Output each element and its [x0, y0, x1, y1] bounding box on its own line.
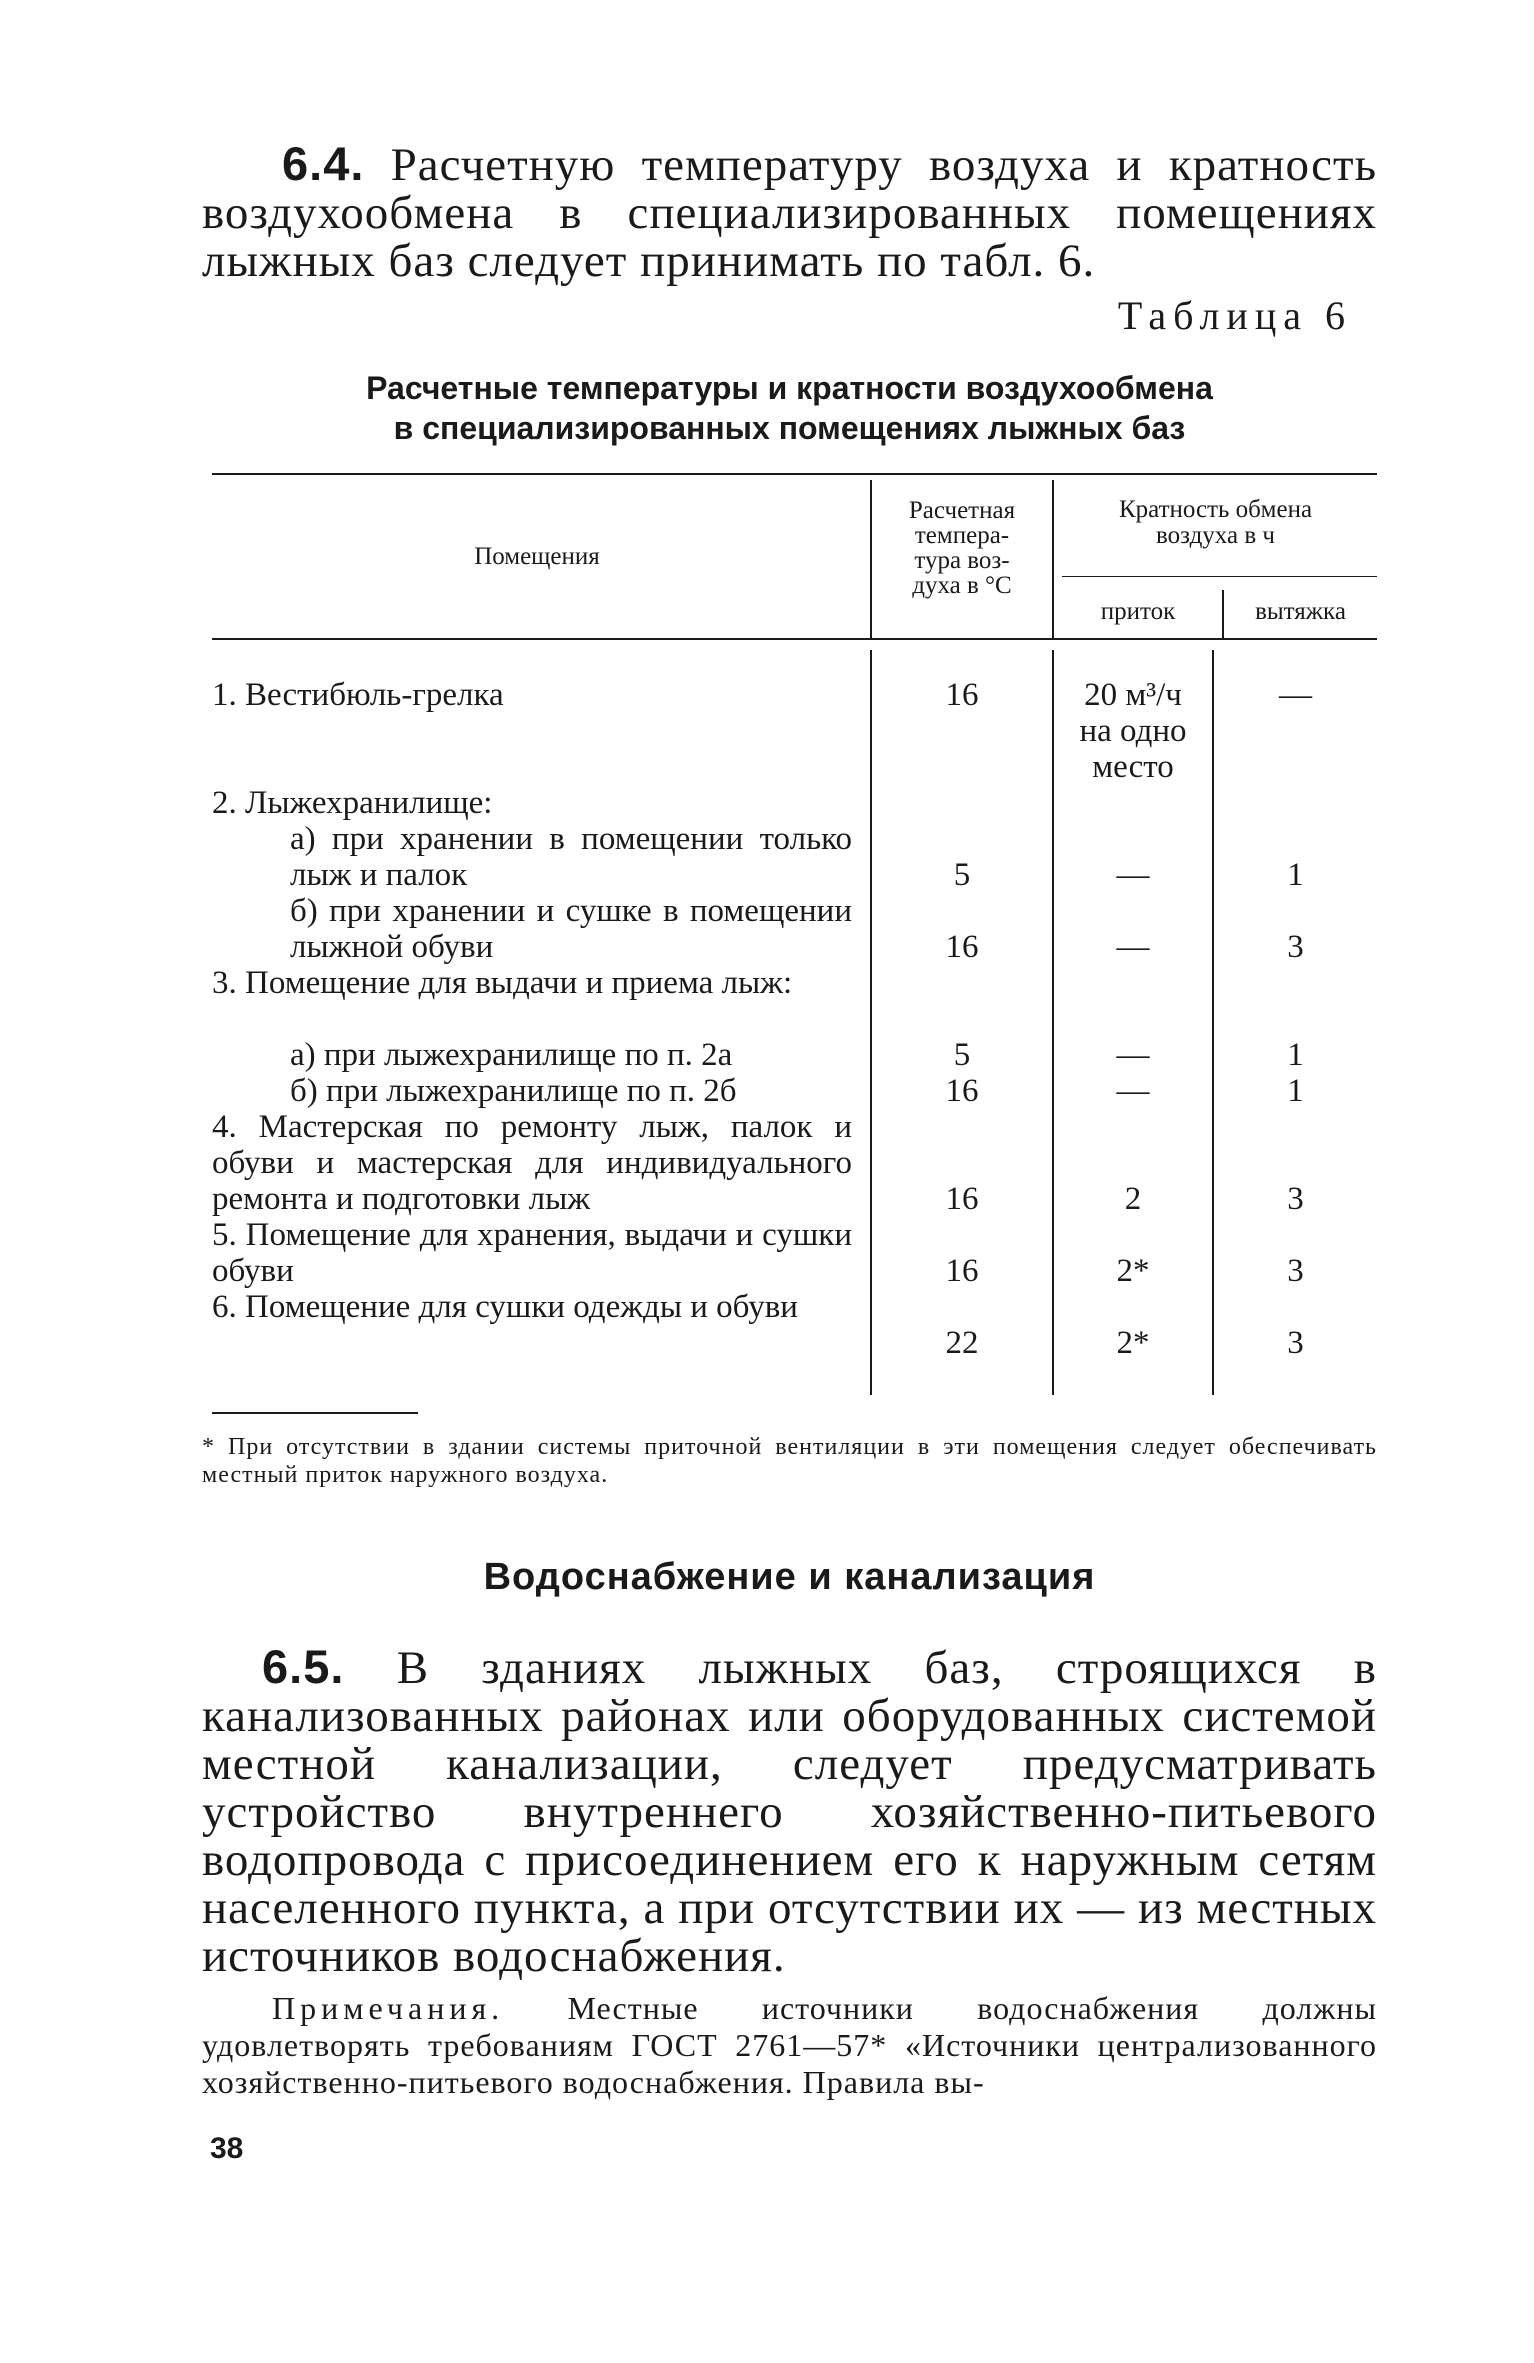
table-row-label: а) при лыжехранилище по п. 2а: [290, 1037, 733, 1073]
table-cell-supply: —: [1116, 929, 1150, 965]
table-cell-temp: 16: [945, 929, 979, 965]
header-temperature: [872, 498, 1052, 598]
table-cell-exhaust: 1: [1287, 857, 1304, 893]
footnote-rule: [212, 1412, 418, 1414]
header-temp-line: Расчетная: [908, 497, 1016, 524]
table-row-label: а) при хранении в помещении только лыж и палок: [290, 821, 852, 893]
supply-line: на одно: [1079, 713, 1187, 749]
table-cell-supply: —: [1116, 1073, 1150, 1109]
table-label: Таблица 6: [1117, 293, 1352, 338]
paragraph-number: 6.4.: [282, 137, 365, 190]
table-cell-supply: 2*: [1116, 1325, 1150, 1361]
supply-line: место: [1092, 749, 1174, 785]
table-title-line1: Расчетные температуры и кратности воздухообмена: [366, 370, 1213, 406]
table-subheader-rule: [1062, 576, 1377, 577]
table-cell-temp: 5: [953, 857, 971, 893]
header-exhaust: вытяжка: [1255, 598, 1346, 625]
table-top-rule: [212, 473, 1377, 475]
table-title: [202, 368, 1377, 448]
table-cell-temp: 22: [945, 1325, 979, 1361]
table-cell-exhaust: 3: [1287, 1325, 1304, 1361]
table-cell-exhaust: 1: [1287, 1037, 1304, 1073]
table-row-label: 5. Помещение для хранения, выдачи и сушки обуви: [212, 1217, 852, 1289]
header-supply: приток: [1100, 598, 1176, 625]
table-cell-supply: —: [1116, 857, 1150, 893]
table-cell-supply: 2*: [1116, 1253, 1150, 1289]
table-cell-exhaust: 3: [1287, 1253, 1304, 1289]
table-cell-supply: [1054, 677, 1212, 785]
paragraph-6-4: [202, 137, 1377, 287]
table-cell-exhaust: 3: [1287, 929, 1304, 965]
header-rate-line: Кратность обмена: [1118, 496, 1313, 523]
table-row-label: б) при лыжехранилище по п. 2б: [290, 1073, 737, 1109]
table-row-label: 6. Помещение для сушки одежды и обуви: [212, 1289, 798, 1325]
paragraph-6-5: [202, 1640, 1377, 1982]
paragraph-text: Расчетную температуру воздуха и кратность воздухообмена в специализированных помещениях лыжных баз следует принимать по табл. 6.: [202, 139, 1377, 287]
header-temp-line: темпера-: [914, 522, 1010, 549]
table-cell-temp: 16: [945, 1073, 979, 1109]
table-title-line2: в специализированных помещениях лыжных баз: [393, 410, 1186, 446]
header-temp-line: духа в °С: [912, 572, 1012, 599]
table-row-label: 1. Вестибюль-грелка: [212, 677, 504, 713]
header-rooms: Помещения: [474, 543, 600, 570]
table-cell-exhaust: —: [1279, 677, 1312, 713]
table-cell-temp: 5: [953, 1037, 971, 1073]
header-rate-line: воздуха в ч: [1156, 522, 1275, 549]
paragraph-number: 6.5.: [262, 1640, 345, 1693]
table-row-label: 3. Помещение для выдачи и приема лыж:: [212, 965, 793, 1001]
table-header-rule: [212, 638, 1377, 640]
paragraph-text: В зданиях лыжных баз, строящихся в канализованных районах или оборудованных системой местной канализации, следует предусматривать устройство внутреннего хозяйственно-питьевого водопровода с присоединением его к наружным сетям населенного пункта, а при отсутствии их — из местных источников водоснабжения.: [202, 1642, 1377, 1982]
note-text: Местные источники водоснабжения должны удовлетворять требованиям ГОСТ 2761—57* «Источники централизованного хозяйственно-питьевого водоснабжения. Правила вы-: [202, 1990, 1378, 2100]
table-cell-supply: 2: [1124, 1181, 1142, 1217]
note-label: Примечания.: [272, 1990, 505, 2026]
page-number: 38: [210, 2132, 244, 2165]
header-temp-line: тура воз-: [914, 547, 1010, 574]
header-air-exchange: [1054, 497, 1377, 549]
table-cell-exhaust: 3: [1287, 1181, 1304, 1217]
table-row-label: б) при хранении и сушке в помещении лыжной обуви: [290, 893, 852, 965]
table-row-label: 2. Лыжехранилище:: [212, 785, 493, 821]
table-row-label: 4. Мастерская по ремонту лыж, палок и обуви и мастерская для индивидуального ремонта и подготовки лыж: [212, 1109, 852, 1217]
table-cell-supply: —: [1116, 1037, 1150, 1073]
section-title: Водоснабжение и канализация: [483, 1556, 1096, 1598]
table-cell-temp: 16: [945, 677, 979, 713]
supply-line: 20 м³/ч: [1084, 677, 1182, 713]
note: [202, 1990, 1377, 2101]
table-cell-temp: 16: [945, 1253, 979, 1289]
table-cell-exhaust: 1: [1287, 1073, 1304, 1109]
table-cell-temp: 16: [945, 1181, 979, 1217]
table-footnote: * При отсутствии в здании системы приточной вентиляции в эти помещения следует обеспечивать местный приток наружного воздуха.: [202, 1434, 1377, 1488]
